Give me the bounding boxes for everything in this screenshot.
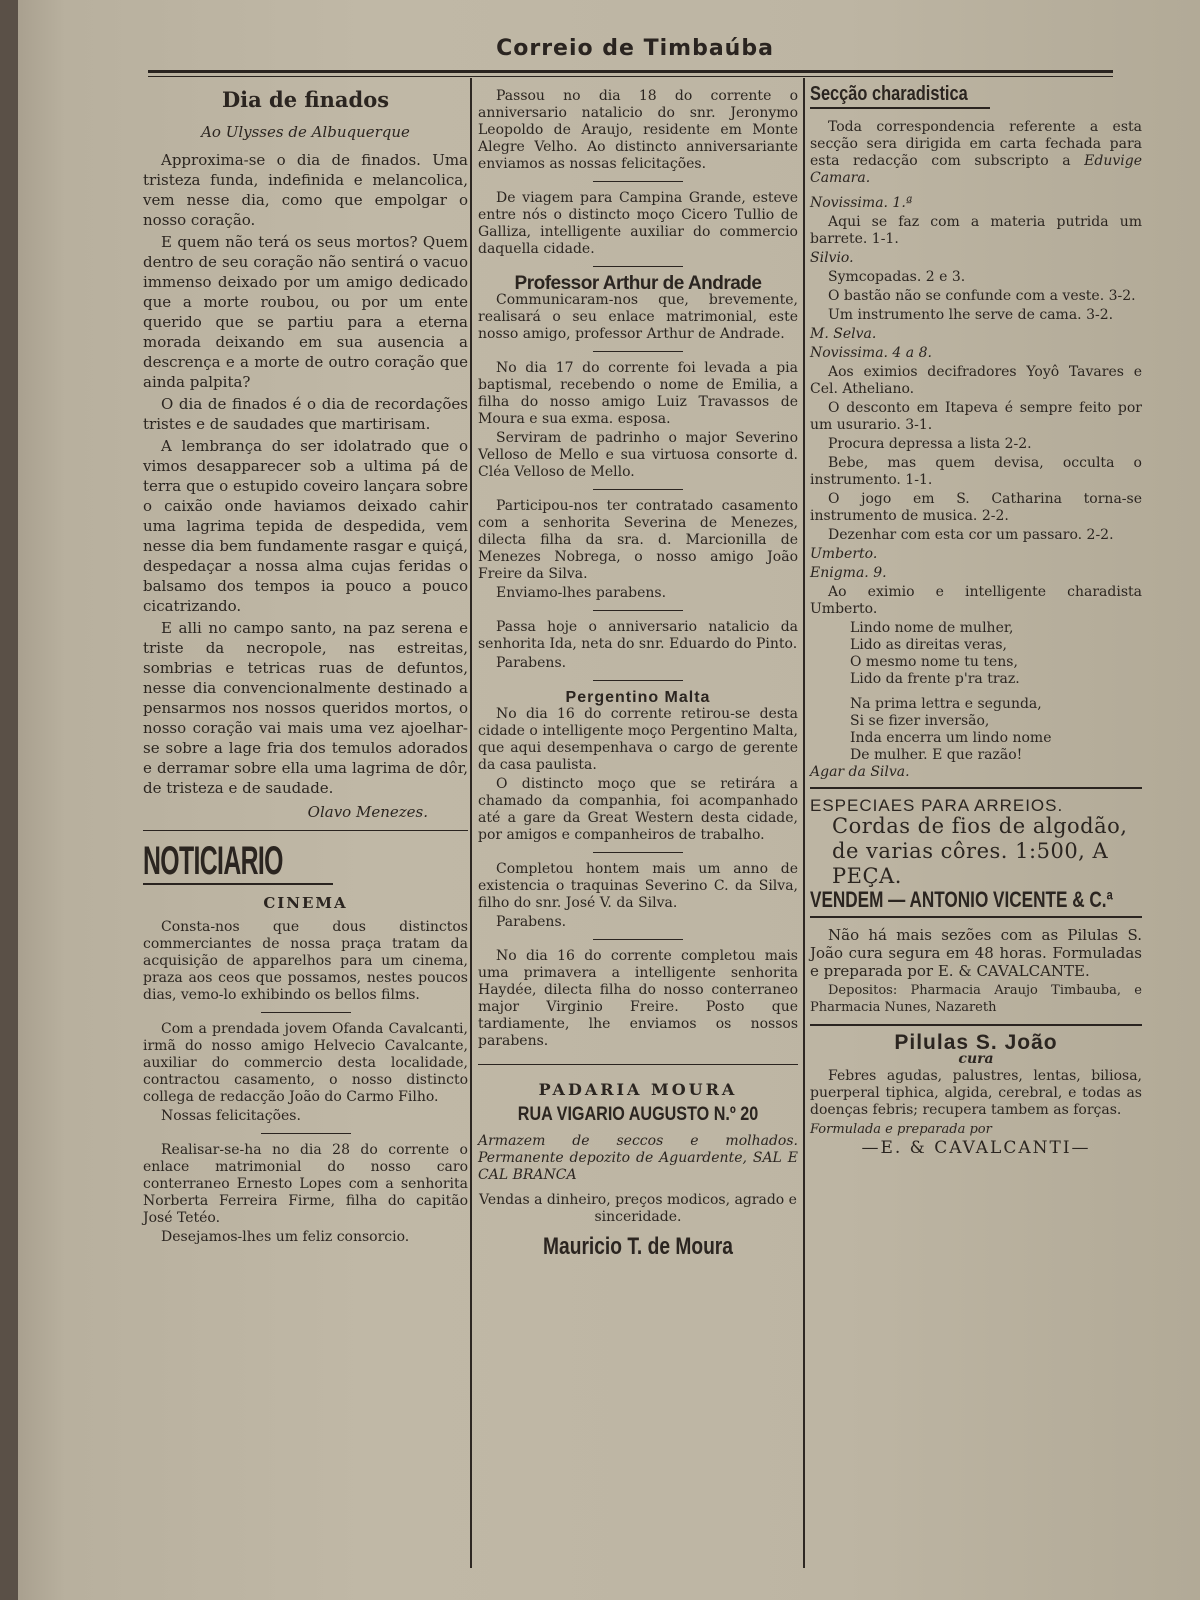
puzzle-dedication: Aos eximios decifradores Yoyô Tavares e Cel. Atheliano. <box>810 364 1142 397</box>
puzzle-author: Silvio. <box>810 250 854 266</box>
ad-rule <box>810 916 1142 918</box>
ad-rule <box>810 787 1142 789</box>
news-item: No dia 16 do corrente retirou-se desta cidade o intelligente moço Pergentino Malta, que aqui desempenhava o cargo de gerente da casa paulista. <box>478 706 798 773</box>
column-divider-1 <box>470 78 472 1568</box>
poem-line: Na prima lettra e segunda, <box>850 696 1042 712</box>
news-item-close: Parabens. <box>496 655 567 671</box>
article-dedication: Ao Ulysses de Albuquerque <box>201 123 410 141</box>
news-heading: Professor Arthur de Andrade <box>514 273 762 294</box>
header-rule-thin <box>148 76 1113 77</box>
ad-rule <box>478 1064 798 1065</box>
news-separator <box>261 1012 351 1013</box>
puzzle-dedication: Ao eximio e intelligente charadista Umberto. <box>810 584 1142 617</box>
ad-body: Febres agudas, palustres, lentas, biliosa, puerperal tiphica, algida, cerebral, e todas as doenças febris; recupera tambem as forças. <box>810 1068 1142 1118</box>
news-item-close: Desejamos-lhes um feliz consorcio. <box>161 1229 410 1245</box>
puzzle: O bastão não se confunde com a veste. 3-2. <box>828 288 1136 304</box>
puzzle-heading: Enigma. 9. <box>810 565 887 581</box>
poem-line: De mulher. E que razão! <box>850 747 1023 763</box>
news-item: Participou-nos ter contratado casamento com a senhorita Severina de Menezes, dilecta filha da sra. d. Marcionilla de Menezes Nobrega, o nosso amigo João Freire da Silva. <box>478 498 798 582</box>
puzzle: Dezenhar com esta cor um passaro. 2-2. <box>828 527 1114 543</box>
puzzle: Aqui se faz com a materia putrida um barrete. 1-1. <box>810 214 1142 247</box>
ad-description: Armazem de seccos e molhados. Permanente depozito de Aguardente, SAL E CAL BRANCA <box>478 1133 798 1183</box>
enigma-poem <box>810 620 1142 764</box>
ad-firm: —E. & CAVALCANTI— <box>861 1138 1091 1158</box>
column-divider-2 <box>803 78 805 1568</box>
news-item: No dia 17 do corrente foi levada a pia baptismal, recebendo o nome de Emilia, a filha do nosso amigo Luiz Travassos de Moura e sua exma. esposa. <box>478 360 798 427</box>
news-item: Realisar-se-ha no dia 28 do corrente o enlace matrimonial do nosso caro conterraneo Ernesto Lopes com a senhorita Norberta Ferreira Firme, filha do capitão José Tetéo. <box>143 1142 468 1226</box>
news-item: No dia 16 do corrente completou mais uma primavera a intelligente senhorita Haydée, dilecta filha do nosso conterraneo major Virginio Freire. Posto que tardiamente, lhe enviamos os nossos parabens. <box>478 948 798 1049</box>
news-item-close: Enviamo-lhes parabens. <box>496 585 667 601</box>
news-item-close: Parabens. <box>496 914 567 930</box>
section-title: NOTICIARIO <box>143 839 283 883</box>
puzzle: O jogo em S. Catharina torna-se instrumento de musica. 2-2. <box>810 491 1142 524</box>
column-2 <box>478 88 798 1260</box>
news-item: Passa hoje o anniversario natalicio da senhorita Ida, neta do snr. Eduardo do Pinto. <box>478 619 798 652</box>
puzzle: Bebe, mas quem devisa, occulta o instrumento. 1-1. <box>810 455 1142 488</box>
column-3 <box>810 83 1142 1158</box>
puzzle: Procura depressa a lista 2-2. <box>828 436 1032 452</box>
puzzle-heading: Novissima. 4 a 8. <box>810 345 932 361</box>
ad-body: Não há mais sezões com as Pilulas S. João cura segura em 48 horas. Formuladas e preparada por E. & CAVALCANTE. <box>810 926 1142 980</box>
header-rule <box>148 70 1113 73</box>
poem-line: Lido as direitas veras, <box>850 637 1007 653</box>
poem-line: O mesmo nome tu tens, <box>850 654 1018 670</box>
puzzle-author: M. Selva. <box>810 326 877 342</box>
puzzle: O desconto em Itapeva é sempre feito por um usurario. 3-1. <box>810 400 1142 433</box>
ad-title: PADARIA MOURA <box>538 1080 738 1099</box>
ad-heading: ESPECIAES PARA ARREIOS. <box>810 796 1064 815</box>
puzzle: Symcopadas. 2 e 3. <box>828 269 966 285</box>
puzzle-author: Agar da Silva. <box>810 764 910 780</box>
poem-line: Lindo nome de mulher, <box>850 620 1014 636</box>
paragraph: E quem não terá os seus mortos? Quem dentro de seu coração não sentirá o vacuo immenso deixado por um amigo dedicado que a morte roubou, ou por um ente querido que se partiu para a eterna morada deixando em sua ausencia a descrença e a morte de outro coração que ainda palpita? <box>143 233 468 391</box>
ad-vendor: VENDEM — ANTONIO VICENTE & C.ª <box>810 887 1113 912</box>
news-separator <box>593 610 683 611</box>
news-item: Consta-nos que dous distinctos commerciantes de nossa praça tratam da acquisição de apparelhos para um cinema, praza aos ceos que possamos, nestes poucos dias, vemo-lo exhibindo os bellos films. <box>143 919 468 1003</box>
news-item-close: Nossas felicitações. <box>161 1108 301 1124</box>
news-item: Com a prendada jovem Ofanda Cavalcanti, irmã do nosso amigo Helvecio Cavalcante, auxiliar do commercio desta localidade, contractou casamento, o nosso distincto collega de redacção João do Carmo Filho. <box>143 1021 468 1105</box>
poem-line <box>850 688 1142 696</box>
ad-rule <box>810 1024 1142 1026</box>
masthead: Correio de Timbaúba <box>496 36 774 61</box>
news-separator <box>593 266 683 267</box>
ad-terms: Vendas a dinheiro, preços modicos, agrado e sinceridade. <box>479 1192 797 1225</box>
news-separator <box>593 351 683 352</box>
paragraph: Approxima-se o dia de finados. Uma tristeza funda, indefinida e melancolica, vem nesse dia, como que empolgar o nosso coração. <box>143 151 468 229</box>
ad-owner: Mauricio T. de Moura <box>543 1233 733 1260</box>
news-separator <box>593 181 683 182</box>
news-separator <box>593 939 683 940</box>
news-item: De viagem para Campina Grande, esteve entre nós o distincto moço Cicero Tullio de Galliza, intelligente auxiliar do commercio daquella cidade. <box>478 190 798 257</box>
section-contact: Eduvige Camara. <box>810 153 1142 186</box>
news-item: Passou no dia 18 do corrente o anniversario natalicio do snr. Jeronymo Leopoldo de Araujo, residente em Monte Alegre Velho. Ao distincto anniversariante enviamos as nossas felicitações. <box>478 88 798 172</box>
article-title: Dia de finados <box>221 87 390 112</box>
ad-title: Pilulas S. João <box>894 1031 1058 1054</box>
news-item: Communicaram-nos que, brevemente, realisará o seu enlace matrimonial, este nosso amigo, professor Arthur de Andrade. <box>478 292 798 342</box>
ad-subtitle: cura <box>958 1051 994 1067</box>
paragraph: E alli no campo santo, na paz serena e triste da necropole, nas estreitas, sombrias e tetricas ruas de defuntos, nesse dia convencionalmente destinado a pensarmos nos nossos queridos mortos, o nosso coração vai mais uma vez ajoelhar-se sobre a lage fria dos temulos adorados e derramar sobre ella uma lagrima de dôr, de tristeza e de saudade. <box>143 619 468 797</box>
news-heading: CINEMA <box>263 894 348 912</box>
column-1 <box>143 84 468 1248</box>
section-underline <box>143 883 333 885</box>
poem-line: Lido da frente p'ra traz. <box>850 671 1020 687</box>
section-intro: Toda correspondencia referente a esta secção sera dirigida em carta fechada para esta redacção com subscripto a <box>810 119 1142 169</box>
news-item: Serviram de padrinho o major Severino Velloso de Mello e sua virtuosa consorte d. Cléa Velloso de Mello. <box>478 430 798 480</box>
paragraph: A lembrança do ser idolatrado que o vimos desapparecer sob a ultima pá de terra que o estupido coveiro lançara sobre o caixão onde haviamos deixado cahir uma lagrima tepida de despedida, vem nesse dia bem fundamente rasgar e quiçá, despedaçar a nossa alma cujas feridas o balsamo dos tempos ia pouco a pouco cicatrizando. <box>143 437 468 615</box>
ad-depots: Depositos: Pharmacia Araujo Timbauba, e Pharmacia Nunes, Nazareth <box>810 983 1142 1015</box>
puzzle: Um instrumento lhe serve de cama. 3-2. <box>828 307 1114 323</box>
article-signature: Olavo Menezes. <box>307 803 428 821</box>
section-title: Secção charadistica <box>810 83 968 105</box>
news-separator <box>593 852 683 853</box>
section-rule <box>143 830 468 831</box>
ad-body: Cordas de fios de algodão, de varias côres. 1:500, A PEÇA. <box>832 814 1128 888</box>
ad-credit: Formulada e preparada por <box>810 1122 992 1137</box>
paragraph: O dia de finados é o dia de recordações tristes e de saudades que martirisam. <box>143 395 468 433</box>
puzzle-heading: Novissima. 1.ª <box>810 195 913 211</box>
news-separator <box>593 680 683 681</box>
news-item: O distincto moço que se retirára a chamado da companhia, foi acompanhado até a gare da Great Western desta cidade, por amigos e companheiros de trabalho. <box>478 776 798 843</box>
ad-address: RUA VIGARIO AUGUSTO N.º 20 <box>517 1104 759 1125</box>
puzzle-author: Umberto. <box>810 546 878 562</box>
news-separator <box>593 489 683 490</box>
news-item: Completou hontem mais um anno de existencia o traquinas Severino C. da Silva, filho do snr. José V. da Silva. <box>478 861 798 911</box>
news-separator <box>261 1133 351 1134</box>
section-underline <box>810 107 990 109</box>
news-heading: Pergentino Malta <box>565 689 711 706</box>
poem-line: Inda encerra um lindo nome <box>850 730 1052 746</box>
poem-line: Si se fizer inversão, <box>850 713 990 729</box>
